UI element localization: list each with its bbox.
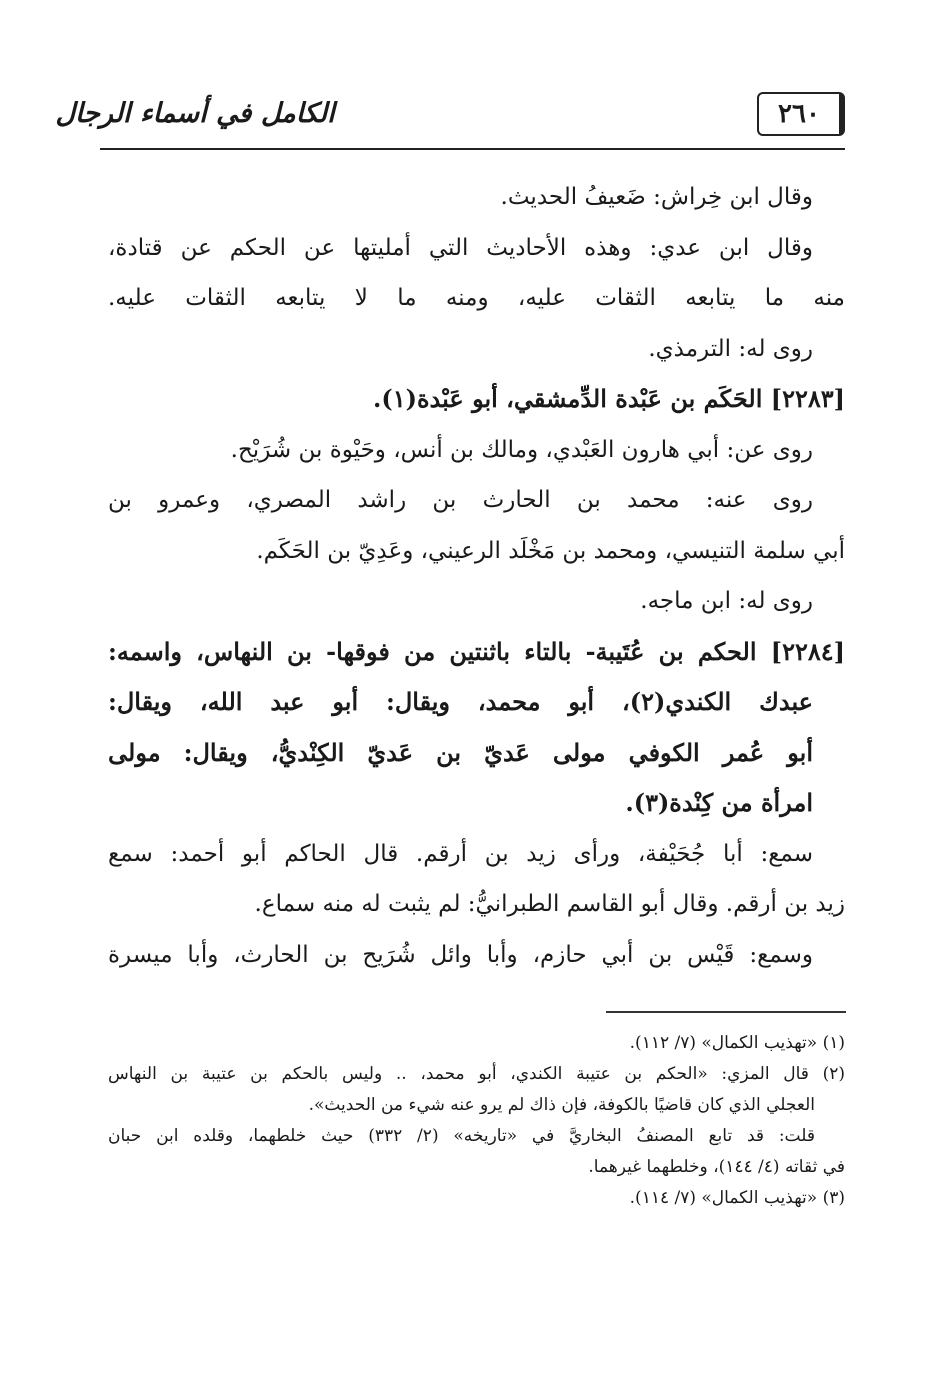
footnote-2-cont: في ثقاته (٤/ ١٤٤)، وخلطهما غيرهما.: [588, 1157, 845, 1177]
text-line: روى له: ابن ماجه.: [640, 588, 813, 614]
footnote-2-cont: العجلي الذي كان قاضيًا بالكوفة، فإن ذاك لم يرو عنه شيء من الحديث».: [308, 1095, 815, 1115]
text-line: وقال ابن خِراش: ضَعيفُ الحديث.: [500, 184, 813, 210]
text-line: روى له: الترمذي.: [648, 335, 813, 362]
page-header: [55, 88, 845, 150]
footnote-2-cont: قلت: قد تابع المصنفُ البخاريَّ في «تاريخه» (٢/ ٣٣٢) حيث خلطهما، وقلده ابن حبان: [108, 1126, 815, 1146]
entry-heading-2284-cont: أبو عُمر الكوفي مولى عَديّ بن عَديّ الكِنْديُّ، ويقال: مولى: [108, 737, 813, 767]
footnotes: [108, 1028, 845, 1214]
book-title: الكامل في أسماء الرجال: [55, 97, 335, 129]
text-line: منه ما يتابعه الثقات عليه، ومنه ما لا يتابعه الثقات عليه.: [108, 285, 845, 311]
page-number: ٢٦٠: [778, 99, 820, 129]
footnote-separator: [606, 1011, 846, 1013]
header-rule: [100, 148, 845, 150]
text-line: وسمع: قَيْس بن أبي حازم، وأبا وائل شُرَيح بن الحارث، وأبا ميسرة: [108, 941, 813, 968]
text-line: أبي سلمة التنيسي، ومحمد بن مَخْلَد الرعيني، وعَدِيّ بن الحَكَم.: [256, 537, 845, 564]
entry-heading-2283: [٢٢٨٣] الحَكَم بن عَبْدة الدِّمشقي، أبو عَبْدة(١).: [373, 384, 845, 413]
footnote-2: (٢) قال المزي: «الحكم بن عتيبة الكندي، أبو محمد، .. وليس بالحكم بن عتيبة بن النهاس: [108, 1064, 845, 1084]
text-line: زيد بن أرقم. وقال أبو القاسم الطبرانيُّ: لم يثبت له منه سماع.: [254, 891, 845, 917]
text-line: سمع: أبا جُحَيْفة، ورأى زيد بن أرقم. قال الحاكم أبو أحمد: سمع: [108, 840, 813, 867]
text-line: وقال ابن عدي: وهذه الأحاديث التي أمليتها عن الحكم عن قتادة،: [108, 234, 813, 261]
entry-heading-2284: [٢٢٨٤] الحكم بن عُتَيبة- بالتاء باثنتين من فوقها- بن النهاس، واسمه:: [108, 636, 845, 666]
footnote-3: (٣) «تهذيب الكمال» (٧/ ١١٤).: [629, 1188, 845, 1208]
text-line: روى عنه: محمد بن الحارث بن راشد المصري، وعمرو بن: [108, 487, 813, 513]
footnote-1: (١) «تهذيب الكمال» (٧/ ١١٢).: [629, 1033, 845, 1053]
main-text: [108, 172, 845, 980]
text-line: روى عن: أبي هارون العَبْدي، ومالك بن أنس، وحَيْوة بن شُرَيْح.: [230, 436, 813, 463]
page-number-box: [757, 92, 845, 136]
entry-heading-2284-cont: امرأة من كِنْدة(٣).: [625, 788, 813, 817]
entry-heading-2284-cont: عبدك الكندي(٢)، أبو محمد، ويقال: أبو عبد الله، ويقال:: [108, 687, 814, 716]
